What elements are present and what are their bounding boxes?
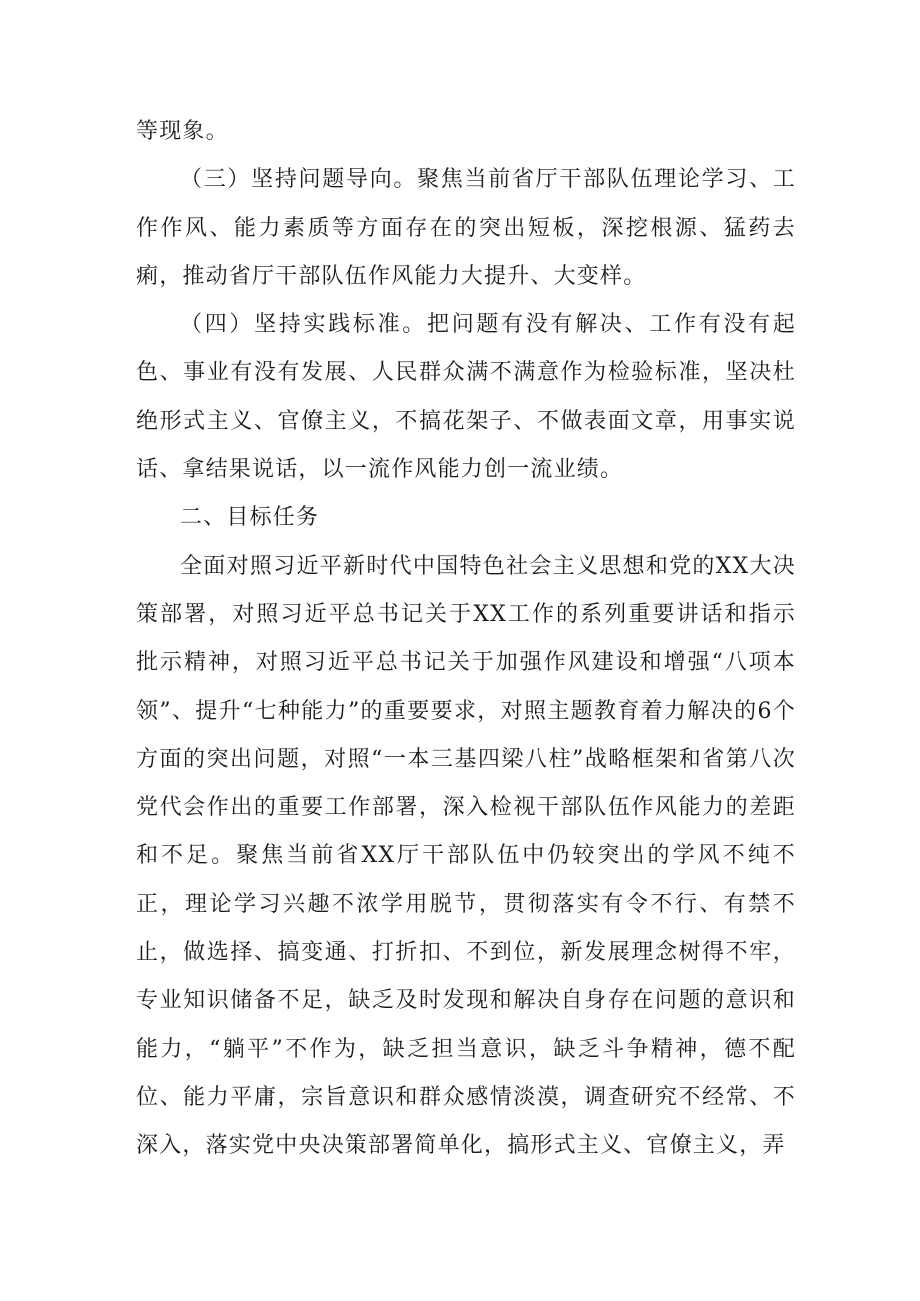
document-body xyxy=(136,108,796,1171)
paragraph-problem-orientation: （三）坚持问题导向。聚焦当前省厅干部队伍理论学习、工作作风、能力素质等方面存在的突出短板，深挖根源、猛药去痢，推动省厅干部队伍作风能力大提升、大变样。 xyxy=(136,167,796,289)
paragraph-practice-standard: （四）坚持实践标准。把问题有没有解决、工作有没有起色、事业有没有发展、人民群众满不满意作为检验标准，坚决杜绝形式主义、官僚主义，不搞花架子、不做表面文章，用事实说话、拿结果说话，以一流作风能力创一流业绩。 xyxy=(136,312,796,483)
paragraph-goals-body: 全面对照习近平新时代中国特色社会主义思想和党的XX大决策部署，对照习近平总书记关于XX工作的系列重要讲话和指示批示精神，对照习近平总书记关于加强作风建设和增强“八项本领”、提升“七种能力”的重要要求，对照主题教育着力解决的6个方面的突出问题，对照“一本三基四梁八柱”战略框架和省第八次党代会作出的重要工作部署，深入检视干部队伍作风能力的差距和不足。聚焦当前省XX厅干部队伍中仍较突出的学风不纯不正，理论学习兴趣不浓学用脱节，贯彻落实有令不行、有禁不止，做选择、搞变通、打折扣、不到位，新发展理念树得不牢，专业知识储备不足，缺乏及时发现和解决自身存在问题的意识和能力，“躺平”不作为，缺乏担当意识，缺乏斗争精神，德不配位、能力平庸，宗旨意识和群众感情淡漠，调查研究不经常、不深入，落实党中央决策部署简单化，搞形式主义、官僚主义，弄 xyxy=(136,553,796,1159)
paragraph-continuation: 等现象。 xyxy=(136,119,229,144)
section-heading-goals: 二、目标任务 xyxy=(180,505,320,531)
